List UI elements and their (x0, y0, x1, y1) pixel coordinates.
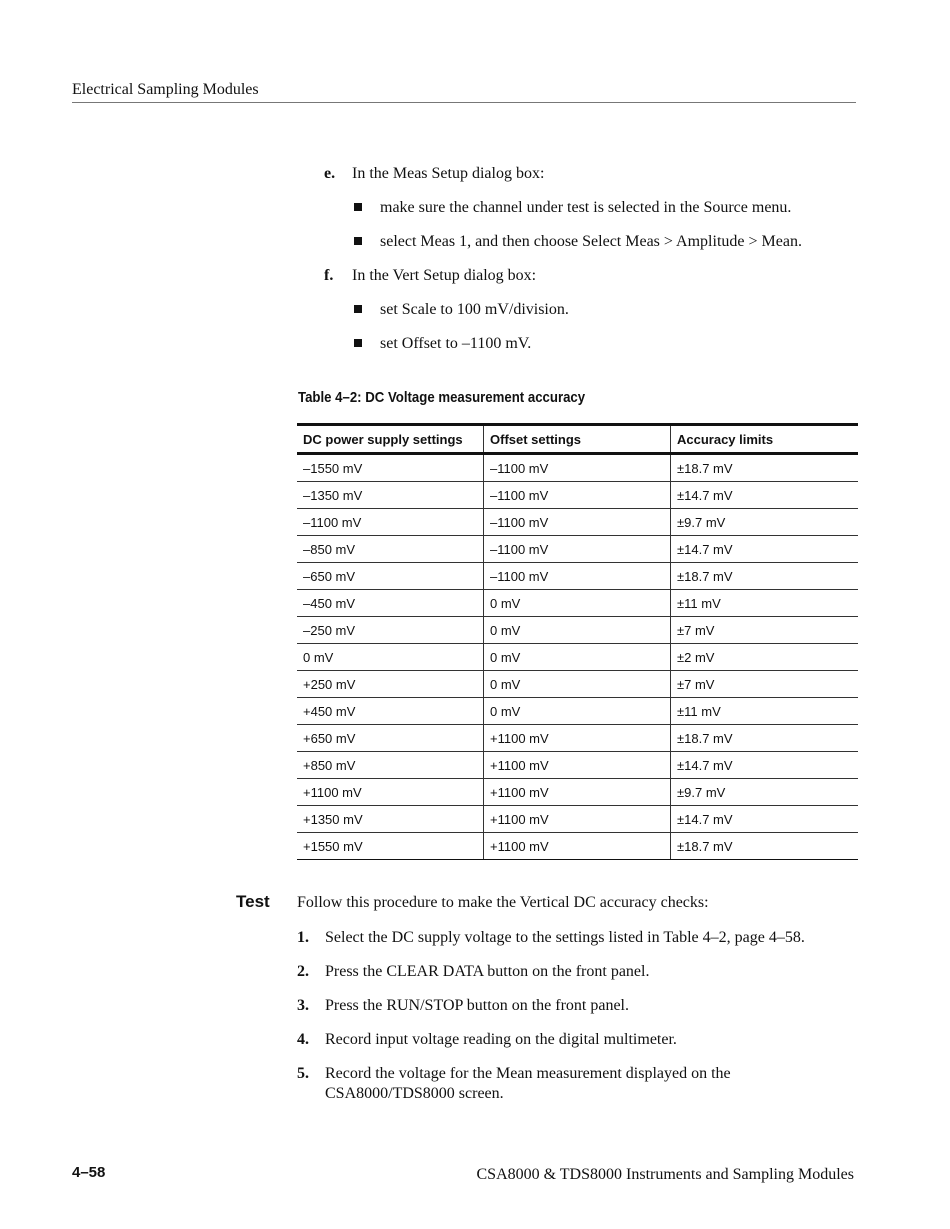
table-cell: +1100 mV (297, 779, 484, 806)
table-cell: ±14.7 mV (671, 752, 859, 779)
test-procedure-list (297, 928, 857, 1118)
table-cell: –1550 mV (297, 454, 484, 482)
table-cell: –1100 mV (297, 509, 484, 536)
table-row (297, 617, 858, 644)
setup-steps (324, 164, 864, 368)
table-cell: ±11 mV (671, 590, 859, 617)
accuracy-table (297, 423, 858, 860)
table-cell: –1100 mV (484, 509, 671, 536)
table-caption: Table 4–2: DC Voltage measurement accuracy (298, 389, 586, 406)
table-cell: +850 mV (297, 752, 484, 779)
list-item (297, 1030, 857, 1050)
table-cell: 0 mV (484, 644, 671, 671)
table-cell: 0 mV (297, 644, 484, 671)
table-cell: ±18.7 mV (671, 563, 859, 590)
table-row (297, 536, 858, 563)
item-text: Press the CLEAR DATA button on the front panel. (325, 963, 650, 980)
footer-title: CSA8000 & TDS8000 Instruments and Sampling Modules (476, 1166, 854, 1183)
item-number: 1. (297, 929, 309, 946)
table-row (297, 752, 858, 779)
list-item (297, 996, 857, 1016)
item-number: 4. (297, 1031, 309, 1048)
table-row (297, 725, 858, 752)
table-cell: ±7 mV (671, 617, 859, 644)
bullet-item (324, 198, 864, 232)
column-header: Offset settings (484, 425, 671, 454)
table-row (297, 482, 858, 509)
square-bullet-icon (354, 203, 362, 211)
table-row (297, 806, 858, 833)
table-row (297, 779, 858, 806)
table-cell: –1100 mV (484, 454, 671, 482)
bullet-text: make sure the channel under test is selected in the Source menu. (380, 199, 792, 216)
bullet-text: set Scale to 100 mV/division. (380, 301, 569, 318)
table-cell: ±14.7 mV (671, 482, 859, 509)
step-letter: e. (324, 165, 336, 182)
table-header-row (297, 425, 858, 454)
table-cell: +1550 mV (297, 833, 484, 860)
table-row (297, 671, 858, 698)
square-bullet-icon (354, 237, 362, 245)
item-text: Record input voltage reading on the digital multimeter. (325, 1031, 677, 1048)
item-number: 3. (297, 997, 309, 1014)
table-cell: ±9.7 mV (671, 509, 859, 536)
table-cell: –850 mV (297, 536, 484, 563)
table-cell: +1100 mV (484, 752, 671, 779)
list-item (297, 962, 857, 982)
table-cell: +1100 mV (484, 833, 671, 860)
table-cell: 0 mV (484, 617, 671, 644)
table-cell: 0 mV (484, 698, 671, 725)
item-number: 2. (297, 963, 309, 980)
test-intro: Follow this procedure to make the Vertical DC accuracy checks: (297, 894, 709, 911)
item-text: Select the DC supply voltage to the settings listed in Table 4–2, page 4–58. (325, 929, 805, 946)
item-text: Press the RUN/STOP button on the front panel. (325, 997, 629, 1014)
test-heading: Test (236, 892, 270, 911)
table-cell: ±14.7 mV (671, 806, 859, 833)
table-cell: ±14.7 mV (671, 536, 859, 563)
step-letter: f. (324, 267, 334, 284)
table-cell: +1100 mV (484, 779, 671, 806)
bullet-item (324, 334, 864, 368)
table-cell: –1100 mV (484, 482, 671, 509)
list-item (297, 928, 857, 948)
table-cell: –650 mV (297, 563, 484, 590)
table-body (297, 454, 858, 860)
table-row (297, 509, 858, 536)
bullet-text: set Offset to –1100 mV. (380, 335, 532, 352)
table-row (297, 563, 858, 590)
table-cell: ±2 mV (671, 644, 859, 671)
square-bullet-icon (354, 305, 362, 313)
table-row (297, 590, 858, 617)
table-cell: +1100 mV (484, 806, 671, 833)
bullet-text: select Meas 1, and then choose Select Meas > Amplitude > Mean. (380, 233, 802, 250)
running-head: Electrical Sampling Modules (72, 80, 856, 103)
table-cell: +450 mV (297, 698, 484, 725)
step-e (324, 164, 864, 198)
item-number: 5. (297, 1065, 309, 1082)
column-header: Accuracy limits (671, 425, 859, 454)
table-cell: ±7 mV (671, 671, 859, 698)
step-text: In the Meas Setup dialog box: (352, 165, 545, 182)
square-bullet-icon (354, 339, 362, 347)
list-item (297, 1064, 857, 1104)
table-cell: +650 mV (297, 725, 484, 752)
bullet-item (324, 232, 864, 266)
item-text: Record the voltage for the Mean measurement displayed on the CSA8000/TDS8000 screen. (325, 1065, 731, 1102)
table-cell: ±18.7 mV (671, 454, 859, 482)
table-row (297, 698, 858, 725)
bullet-item (324, 300, 864, 334)
column-header: DC power supply settings (297, 425, 484, 454)
table-cell: ±18.7 mV (671, 833, 859, 860)
table-cell: ±18.7 mV (671, 725, 859, 752)
table-cell: –1100 mV (484, 536, 671, 563)
table-cell: +1100 mV (484, 725, 671, 752)
table-cell: 0 mV (484, 671, 671, 698)
table-cell: +1350 mV (297, 806, 484, 833)
table-cell: +250 mV (297, 671, 484, 698)
table-cell: –250 mV (297, 617, 484, 644)
table-cell: –450 mV (297, 590, 484, 617)
table-cell: 0 mV (484, 590, 671, 617)
table-cell: –1350 mV (297, 482, 484, 509)
table-row (297, 454, 858, 482)
table-row (297, 644, 858, 671)
page-number: 4–58 (72, 1164, 106, 1181)
table-cell: ±9.7 mV (671, 779, 859, 806)
table-cell: –1100 mV (484, 563, 671, 590)
step-f (324, 266, 864, 300)
step-text: In the Vert Setup dialog box: (352, 267, 537, 284)
table-cell: ±11 mV (671, 698, 859, 725)
table-row (297, 833, 858, 860)
